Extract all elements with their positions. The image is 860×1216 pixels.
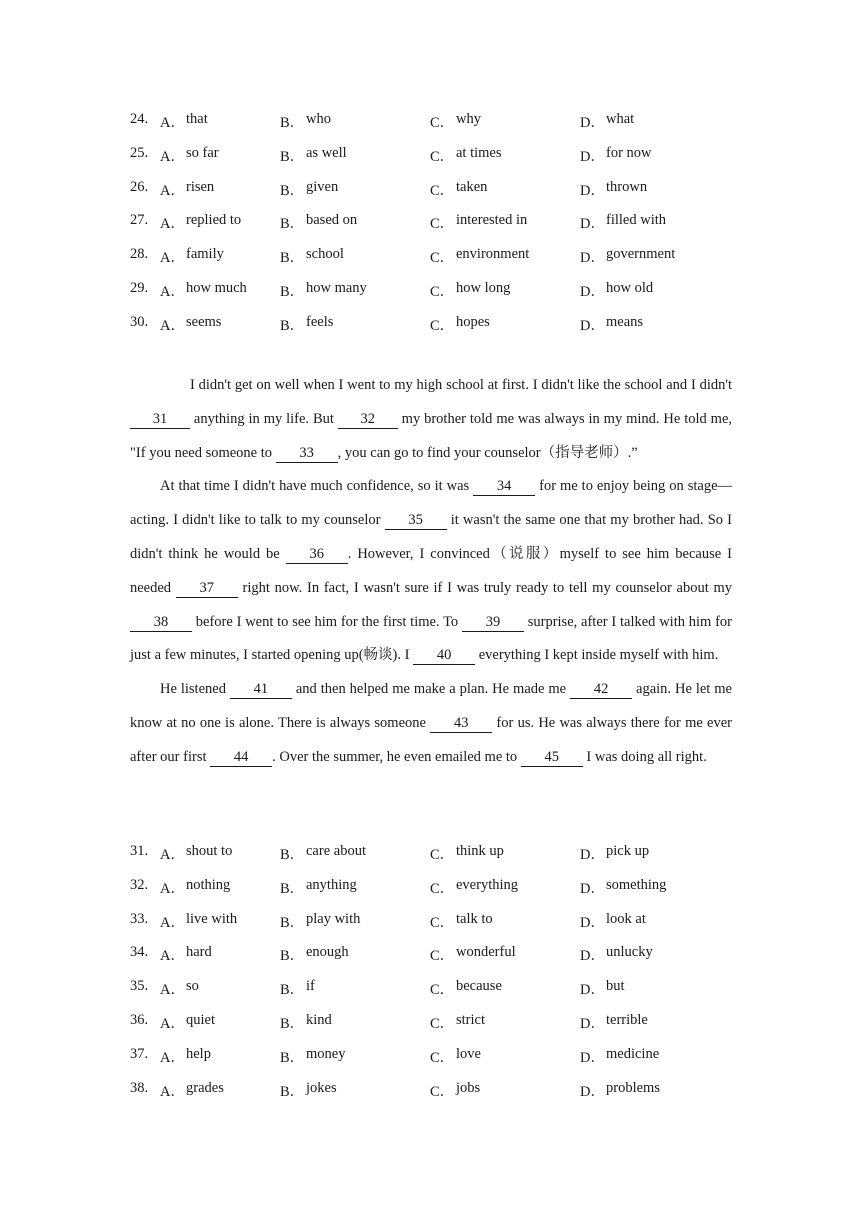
option-b: B． given bbox=[280, 178, 339, 199]
blank-39: 39 bbox=[462, 614, 524, 632]
option-b: B． feels bbox=[280, 313, 334, 334]
option-c: C． wonderful bbox=[430, 944, 516, 965]
option-b: B． play with bbox=[280, 910, 361, 931]
blank-42: 42 bbox=[570, 681, 632, 699]
option-d: D． how old bbox=[580, 279, 654, 300]
option-c: C． at times bbox=[430, 144, 502, 165]
option-b: B． how many bbox=[280, 279, 367, 300]
option-c: C． talk to bbox=[430, 910, 493, 931]
option-a: A． nothing bbox=[160, 876, 231, 897]
option-b: B． money bbox=[280, 1045, 346, 1066]
question-number: 29. bbox=[130, 279, 149, 296]
question-list-top bbox=[130, 111, 750, 348]
question-number: 35. bbox=[130, 978, 149, 995]
question-number: 34. bbox=[130, 944, 149, 961]
question-number: 36. bbox=[130, 1011, 149, 1028]
option-a: A． family bbox=[160, 246, 224, 267]
question-number: 25. bbox=[130, 144, 149, 161]
option-d: D． pick up bbox=[580, 843, 650, 863]
option-d: D． unlucky bbox=[580, 944, 653, 965]
option-b: B． anything bbox=[280, 876, 357, 897]
passage-paragraph: At that time I didn't have much confidence, so it was 34 for me to enjoy being on stage—acting. I didn't like to talk to my counselor 35 it wasn't the same one that my brother had. So I didn't think he would be 36 . However, I convinced（说服）myself to see him because I needed 37 right now. In fact, I wasn't sure if I was truly ready to tell my counselor about my 38 before I went to see him for the first time. To 39 surprise, after I talked with him for just a few minutes, I started opening up(畅谈). I 40 everything I kept inside myself with him. bbox=[130, 478, 733, 664]
question-row bbox=[130, 145, 750, 179]
option-c: C． environment bbox=[430, 246, 530, 267]
question-number: 33. bbox=[130, 910, 149, 927]
blank-41: 41 bbox=[230, 681, 292, 699]
question-number: 26. bbox=[130, 178, 149, 195]
question-row bbox=[130, 1080, 750, 1114]
blank-37: 37 bbox=[176, 580, 238, 598]
question-row bbox=[130, 944, 750, 978]
question-row bbox=[130, 1012, 750, 1046]
option-d: D． what bbox=[580, 111, 635, 131]
blank-31: 31 bbox=[130, 411, 190, 429]
option-c: C． why bbox=[430, 111, 481, 131]
option-a: A． seems bbox=[160, 313, 222, 334]
option-b: B． as well bbox=[280, 144, 347, 165]
passage-paragraph: He listened 41 and then helped me make a plan. He made me 42 again. He let me know at no one is alone. There is always someone 43 for us. He was always there for me ever after our first 44 . Over the summer, he even emailed me to 45 I was doing all right. bbox=[130, 681, 732, 765]
option-a: A． shout to bbox=[160, 843, 233, 863]
blank-38: 38 bbox=[130, 614, 192, 632]
blank-33: 33 bbox=[276, 445, 338, 463]
option-d: D． means bbox=[580, 313, 644, 334]
option-c: C． jobs bbox=[430, 1079, 481, 1100]
option-a: A． that bbox=[160, 111, 208, 131]
question-row bbox=[130, 911, 750, 945]
question-number: 38. bbox=[130, 1079, 149, 1096]
question-row bbox=[130, 179, 750, 213]
blank-35: 35 bbox=[385, 512, 447, 530]
option-a: A． so far bbox=[160, 144, 219, 165]
option-d: D． something bbox=[580, 876, 667, 897]
option-a: A． risen bbox=[160, 178, 215, 199]
option-a: A． live with bbox=[160, 910, 238, 931]
question-row bbox=[130, 843, 750, 877]
question-number: 31. bbox=[130, 843, 149, 859]
question-row bbox=[130, 314, 750, 348]
blank-32: 32 bbox=[338, 411, 398, 429]
option-a: A． hard bbox=[160, 944, 212, 965]
option-a: A． so bbox=[160, 978, 199, 999]
blank-44: 44 bbox=[210, 749, 272, 767]
question-number: 24. bbox=[130, 111, 149, 127]
question-number: 28. bbox=[130, 246, 149, 263]
question-number: 27. bbox=[130, 212, 149, 229]
option-b: B． enough bbox=[280, 944, 349, 965]
option-b: B． jokes bbox=[280, 1079, 337, 1100]
option-d: D． government bbox=[580, 246, 676, 267]
option-b: B． based on bbox=[280, 212, 358, 233]
question-row bbox=[130, 111, 750, 145]
question-row bbox=[130, 280, 750, 314]
option-a: A． grades bbox=[160, 1079, 224, 1100]
option-b: B． kind bbox=[280, 1011, 332, 1032]
question-row bbox=[130, 978, 750, 1012]
question-number: 37. bbox=[130, 1045, 149, 1062]
option-c: C． taken bbox=[430, 178, 488, 199]
question-list-bottom bbox=[130, 843, 750, 1113]
option-c: C． love bbox=[430, 1045, 481, 1066]
option-d: D． filled with bbox=[580, 212, 667, 233]
option-b: B． school bbox=[280, 246, 344, 267]
question-row bbox=[130, 877, 750, 911]
option-d: D． but bbox=[580, 978, 625, 999]
option-c: C． think up bbox=[430, 843, 504, 863]
option-d: D． thrown bbox=[580, 178, 648, 199]
option-b: B． care about bbox=[280, 843, 366, 863]
option-a: A． replied to bbox=[160, 212, 242, 233]
option-a: A． how much bbox=[160, 279, 247, 300]
blank-36: 36 bbox=[286, 546, 348, 564]
option-a: A． help bbox=[160, 1045, 211, 1066]
question-row bbox=[130, 1046, 750, 1080]
option-c: C． everything bbox=[430, 876, 519, 897]
blank-40: 40 bbox=[413, 647, 475, 665]
question-number: 30. bbox=[130, 313, 149, 330]
passage-paragraph: I didn't get on well when I went to my high school at first. I didn't like the school and I didn't 31 anything in my life. But 32 my brother told me was always in my mind. He told me, "If you need someone to 33 , you can go to find your counselor（指导老师）.” bbox=[130, 377, 733, 461]
option-c: C． hopes bbox=[430, 313, 490, 334]
question-number: 32. bbox=[130, 876, 149, 893]
blank-45: 45 bbox=[521, 749, 583, 767]
option-c: C． how long bbox=[430, 279, 511, 300]
blank-34: 34 bbox=[473, 478, 535, 496]
option-c: C． strict bbox=[430, 1011, 485, 1032]
blank-43: 43 bbox=[430, 715, 492, 733]
question-row bbox=[130, 212, 750, 246]
option-b: B． if bbox=[280, 978, 315, 999]
option-d: D． problems bbox=[580, 1079, 660, 1100]
option-d: D． for now bbox=[580, 144, 652, 165]
option-d: D． medicine bbox=[580, 1045, 660, 1066]
question-row bbox=[130, 246, 750, 280]
option-d: D． look at bbox=[580, 910, 646, 931]
option-a: A． quiet bbox=[160, 1011, 215, 1032]
option-c: C． interested in bbox=[430, 212, 528, 233]
option-c: C． because bbox=[430, 978, 502, 999]
cloze-passage bbox=[130, 369, 732, 775]
option-b: B． who bbox=[280, 111, 331, 131]
option-d: D． terrible bbox=[580, 1011, 648, 1032]
